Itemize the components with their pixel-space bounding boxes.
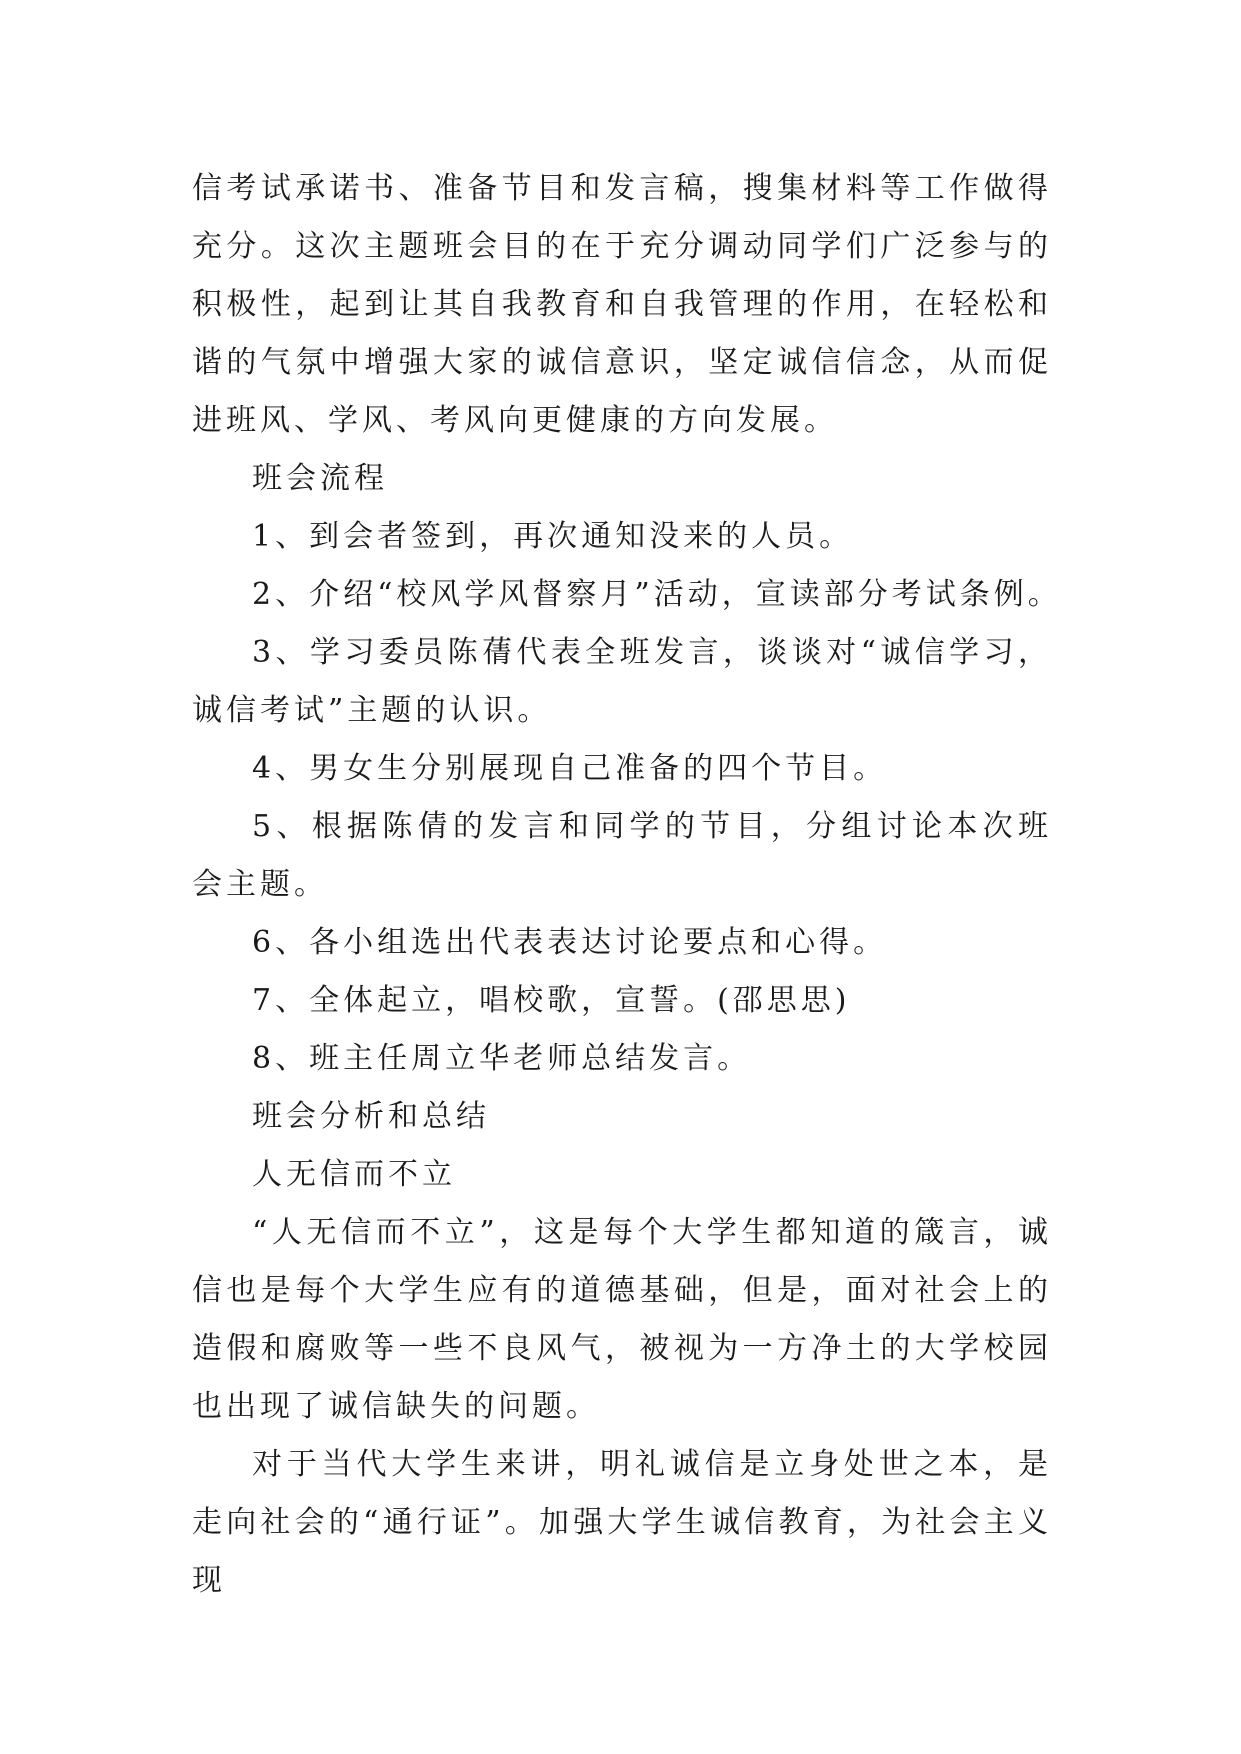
- list-item-6: 6、各小组选出代表表达讨论要点和心得。: [252, 925, 888, 960]
- document-body: [192, 160, 1062, 1610]
- list-item-8: 8、班主任周立华老师总结发言。: [252, 1041, 752, 1076]
- list-item-5: 5、根据陈倩的发言和同学的节目，分组讨论本次班会主题。: [192, 809, 1052, 902]
- list-item-1: 1、到会者签到，再次通知没来的人员。: [252, 519, 854, 554]
- paragraph-integrity-education: 对于当代大学生来讲，明礼诚信是立身处世之本，是走向社会的“通行证”。加强大学生诚信教育，为社会主义现: [192, 1447, 1052, 1598]
- list-item-4: 4、男女生分别展现自己准备的四个节目。: [252, 751, 888, 786]
- paragraph-integrity-intro: “人无信而不立”，这是每个大学生都知道的箴言，诚信也是每个大学生应有的道德基础，但是，面对社会上的造假和腐败等一些不良风气，被视为一方净土的大学校园也出现了诚信缺失的问题。: [192, 1215, 1052, 1424]
- heading-analysis-summary: 班会分析和总结: [252, 1099, 490, 1134]
- heading-meeting-process: 班会流程: [252, 461, 388, 496]
- list-item-7: 7、全体起立，唱校歌，宣誓。(邵思思): [252, 983, 851, 1018]
- list-item-3: 3、学习委员陈蒨代表全班发言，谈谈对“诚信学习，诚信考试”主题的认识。: [192, 635, 1052, 728]
- heading-integrity: 人无信而不立: [252, 1157, 456, 1192]
- list-item-2: 2、介绍“校风学风督察月”活动，宣读部分考试条例。: [252, 577, 1062, 612]
- paragraph-continuation: 信考试承诺书、准备节目和发言稿，搜集材料等工作做得充分。这次主题班会目的在于充分调动同学们广泛参与的积极性，起到让其自我教育和自我管理的作用，在轻松和谐的气氛中增强大家的诚信意识，坚定诚信信念，从而促进班风、学风、考风向更健康的方向发展。: [192, 171, 1052, 438]
